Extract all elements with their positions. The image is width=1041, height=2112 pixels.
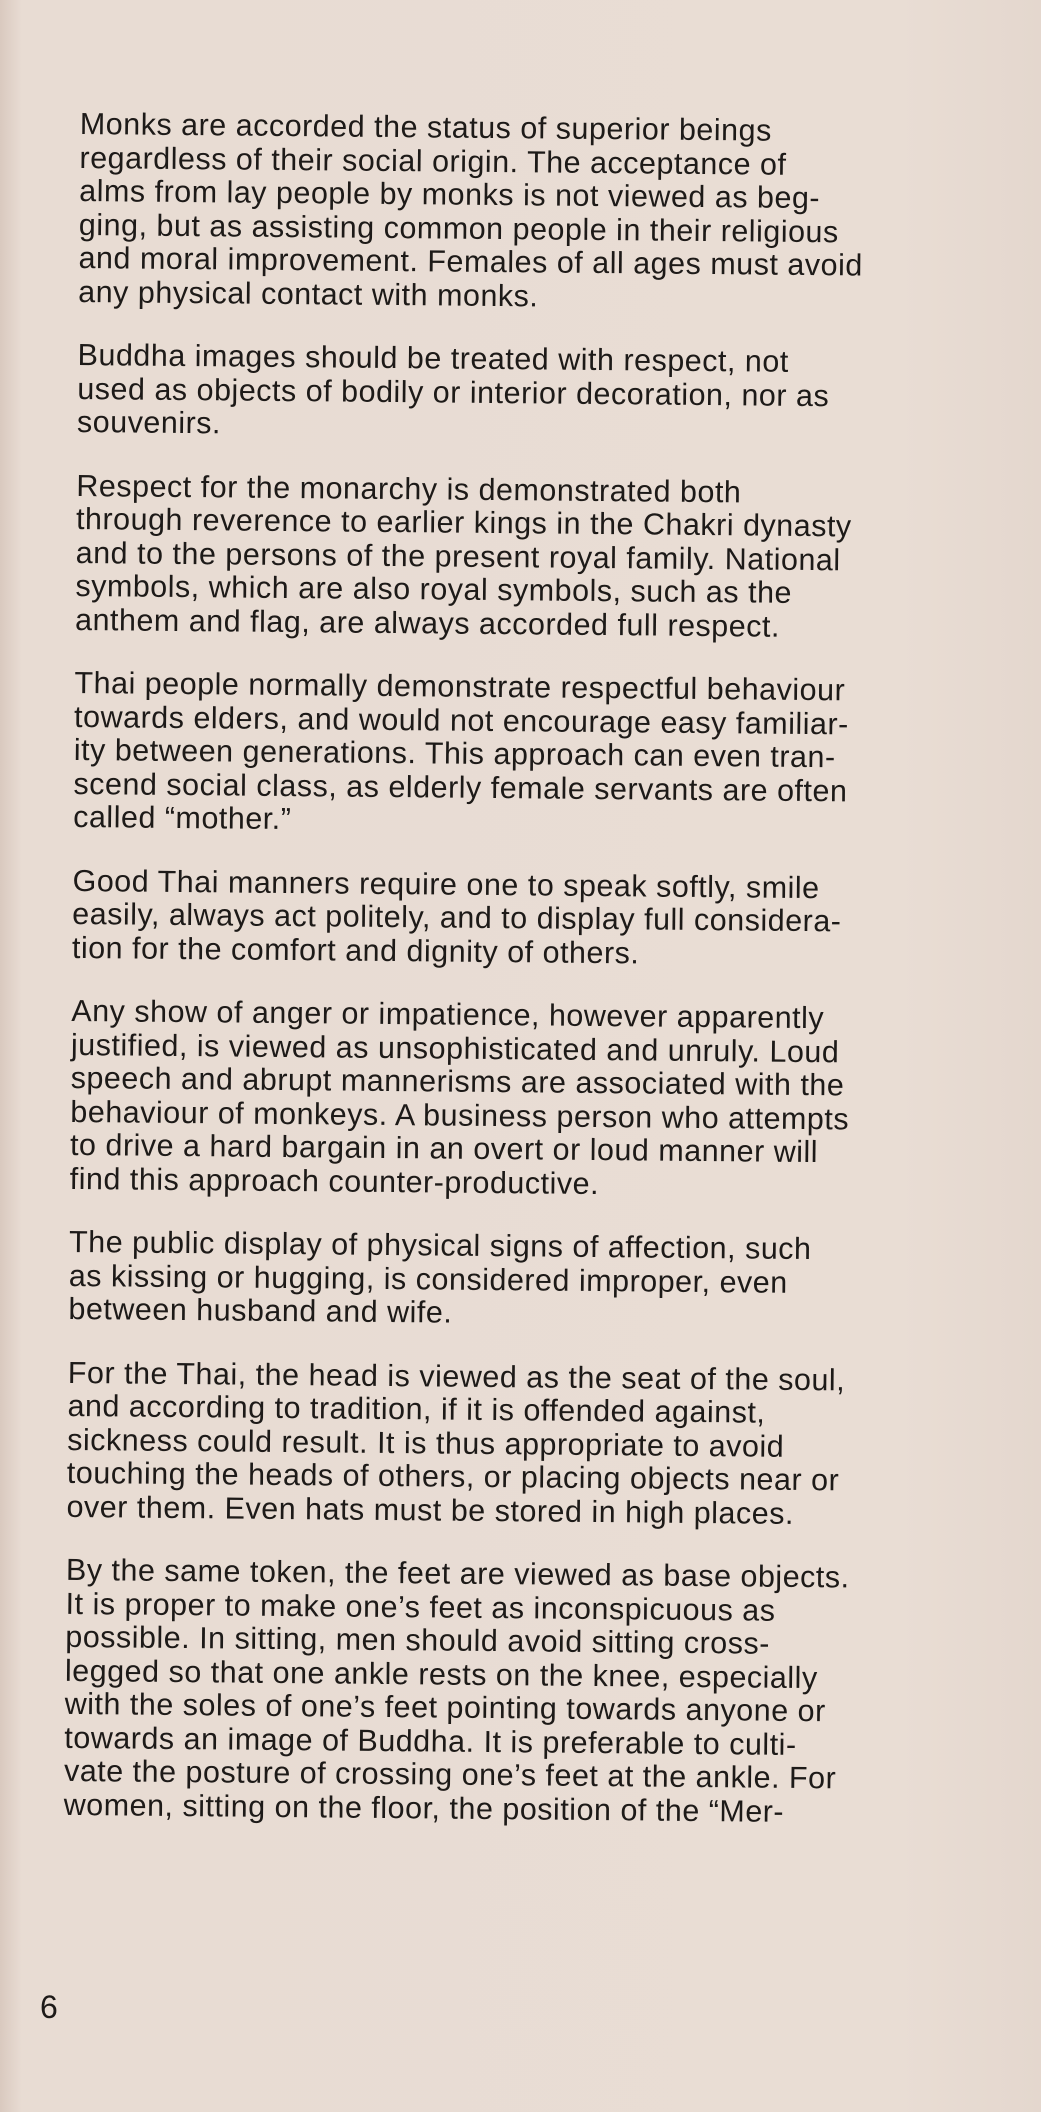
text-line: vate the posture of crossing one’s feet at the ankle. For (63, 1753, 837, 1796)
text-line: and moral improvement. Females of all ages must avoid (78, 240, 863, 283)
text-line: called “mother.” (73, 799, 292, 837)
paragraph-affection (68, 1226, 1003, 1335)
text-line: Respect for the monarchy is demonstrated both (76, 468, 742, 509)
text-line: By the same token, the feet are viewed as base objects. (65, 1552, 850, 1595)
paragraph-monks (78, 108, 1014, 318)
text-line: as kissing or hugging, is considered improper, even (68, 1258, 788, 1300)
text-line: touching the heads of others, or placing objects near or (66, 1455, 840, 1498)
text-line: Buddha images should be treated with respect, not (77, 337, 789, 379)
text-line: anthem and flag, are always accorded full respect. (74, 602, 781, 644)
text-line: used as objects of bodily or interior decoration, nor as (77, 371, 830, 413)
text-line: alms from lay people by monks is not viewed as beg- (79, 173, 821, 216)
text-line: ging, but as assisting common people in their religious (78, 207, 839, 249)
text-line: It is proper to make one’s feet as inconspicuous as (65, 1586, 776, 1628)
page-number: 6 (40, 1989, 58, 2025)
text-line: regardless of their social origin. The acceptance of (79, 140, 787, 182)
text-line: Any show of anger or impatience, however apparently (71, 993, 825, 1036)
text-line: to drive a hard bargain in an overt or loud manner will (69, 1127, 819, 1170)
text-line: and according to tradition, if it is offended against, (67, 1388, 766, 1430)
text-line: justified, is viewed as unsophisticated and unruly. Loud (70, 1027, 840, 1069)
text-line: between husband and wife. (68, 1291, 453, 1330)
text-line: over them. Even hats must be stored in high places. (66, 1489, 795, 1531)
text-line: and to the persons of the present royal family. National (75, 535, 841, 577)
text-line: symbols, which are also royal symbols, such as the (75, 568, 793, 610)
text-line: any physical contact with monks. (78, 274, 539, 313)
paragraph-elders (73, 667, 1009, 843)
text-line: sickness could result. It is thus appropriate to avoid (67, 1422, 785, 1464)
text-line: possible. In sitting, men should avoid sitting cross- (65, 1619, 771, 1661)
text-line: scend social class, as elderly female servants are often (73, 766, 848, 808)
text-line: with the soles of one’s feet pointing towards anyone or (64, 1686, 826, 1729)
paragraph-anger (70, 995, 1006, 1205)
text-line: The public display of physical signs of affection, such (68, 1224, 812, 1267)
text-line: tion for the comfort and dignity of others. (71, 930, 640, 970)
text-line: For the Thai, the head is viewed as the seat of the soul, (67, 1355, 846, 1397)
paragraph-feet (64, 1554, 1001, 1831)
paragraph-head (66, 1356, 1002, 1532)
text-line: souvenirs. (76, 404, 222, 441)
text-line: Good Thai manners require one to speak softly, smile (72, 863, 820, 905)
text-line: towards elders, and would not encourage easy familiar- (73, 699, 849, 741)
body-text (63, 108, 1014, 1861)
text-line: speech and abrupt mannerisms are associated with the (70, 1060, 845, 1103)
text-line: Monks are accorded the status of superior beings (79, 107, 772, 148)
text-line: Thai people normally demonstrate respectful behaviour (74, 665, 846, 708)
paragraph-monarchy (75, 469, 1011, 645)
text-line: legged so that one ankle rests on the knee, especially (64, 1653, 818, 1695)
text-line: find this approach counter-productive. (69, 1161, 600, 1201)
text-line: ity between generations. This approach can even tran- (73, 732, 836, 775)
text-line: easily, always act politely, and to display full considera- (72, 896, 842, 939)
text-line: behaviour of monkeys. A business person who attempts (70, 1094, 850, 1136)
text-line: through reverence to earlier kings in the Chakri dynasty (75, 501, 852, 544)
text-line: women, sitting on the floor, the position of the “Mer- (63, 1787, 785, 1829)
text-line: towards an image of Buddha. It is preferable to culti- (64, 1720, 797, 1762)
paragraph-buddha-images (77, 339, 1012, 448)
paragraph-manners (72, 864, 1007, 973)
